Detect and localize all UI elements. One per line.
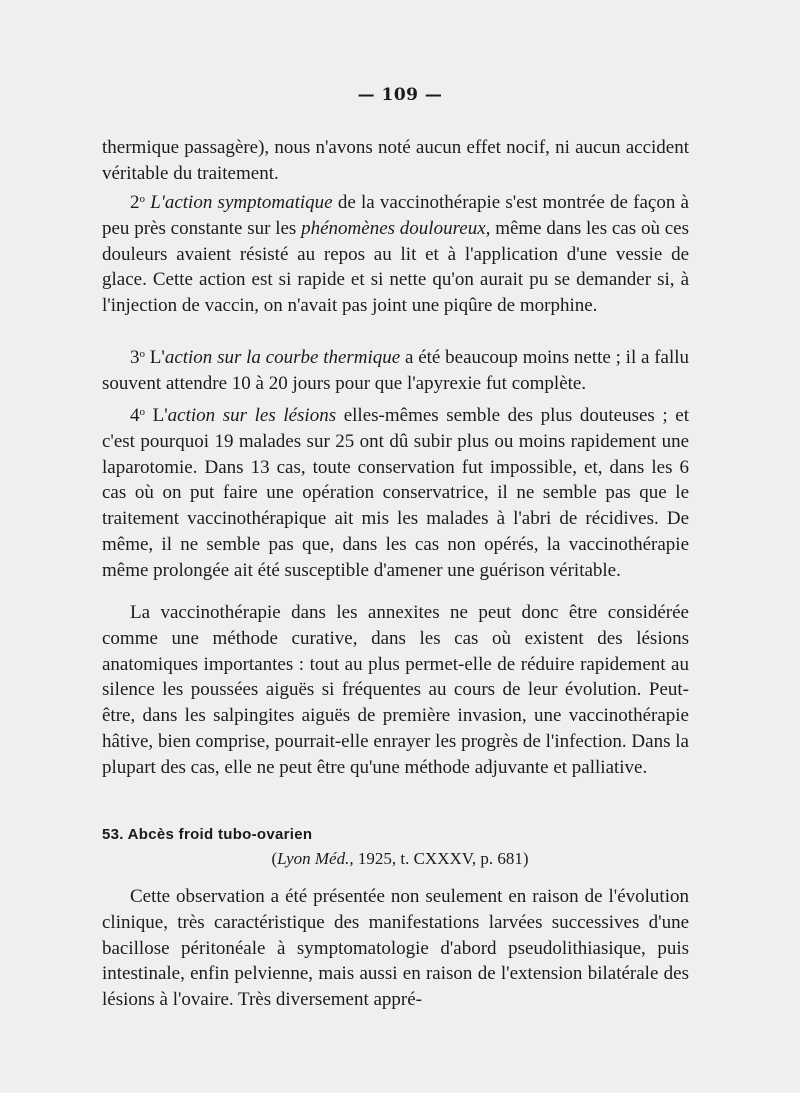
citation-journal: Lyon Méd., xyxy=(277,849,354,868)
paragraph-observation xyxy=(102,884,689,1013)
paragraph-text xyxy=(102,342,689,397)
emphasis: action sur la courbe thermique xyxy=(164,347,401,368)
paragraph-thermal-action xyxy=(102,342,689,397)
degree-mark: o xyxy=(139,193,145,205)
paragraph-conclusion xyxy=(102,600,689,781)
citation-open: ( xyxy=(271,849,278,868)
item-number: 4 xyxy=(130,405,140,426)
citation-details: 1925, t. CXXXV, p. 681) xyxy=(353,849,529,868)
paragraph-symptomatic-action xyxy=(102,187,689,319)
section-heading: 53. Abcès froid tubo-ovarien xyxy=(102,826,313,843)
paragraph-text xyxy=(102,400,689,584)
text-run: L' xyxy=(145,405,168,426)
emphasis: L'action symptomatique xyxy=(150,192,333,213)
text-run: a été beaucoup moins nette ; il a fallu souvent attendre 10 à 20 jours pour que l'apyrexie fut complète. xyxy=(102,347,690,394)
text-run: elles-mêmes semble des plus douteuses ; et c'est pourquoi 19 malades sur 25 ont dû subir plus ou moins rapidement une laparotomie. Dans 13 cas, toute conservation fut impossible, et, dans les 6 cas où on put faire une opération conservatrice, il ne semble pas que le traitement vaccinothérapique ait mis les malades à l'abri de récidives. De même, il ne semble pas que, dans les cas non opérés, la vaccinothérapie même prolongée ait été susceptible d'amener une guérison véritable. xyxy=(102,405,690,581)
text-run: même dans les cas où ces douleurs avaient résisté au repos au lit et à l'application d'une vessie de glace. Cette action est si rapide et si nette qu'on aurait pu se demander si, à l'injection de vaccin, on n'avait pas joint une piqûre de morphine. xyxy=(102,217,690,317)
paragraph-text: Cette observation a été présentée non seulement en raison de l'évolution clinique, très caractéristique des manifestations larvées successives d'une bacillose péritonéale à symptomatologie d'abord pseudolithiasique, puis intestinale, enfin pelvienne, mais aussi en raison de l'extension bilatérale des lésions à l'ovaire. Très diversement appré- xyxy=(102,886,689,1011)
section-citation xyxy=(0,849,800,869)
paragraph-text: La vaccinothérapie dans les annexites ne peut donc être considérée comme une méthode curative, dans les cas où existent des lésions anatomiques importantes : tout au plus permet-elle de réduire rapidement au silence les poussées aiguës si fréquentes au cours de leur évolution. Peut-être, dans les salpingites aiguës de première invasion, une vaccinothérapie hâtive, bien comprise, pourrait-elle enrayer les progrès de l'infection. Dans la plupart des cas, elle ne peut être qu'une méthode adjuvante et palliative. xyxy=(102,602,689,778)
emphasis: phénomènes douloureux, xyxy=(301,217,491,239)
text-run: L' xyxy=(145,347,165,368)
emphasis: action sur les lésions xyxy=(167,405,337,426)
paragraph-text xyxy=(102,187,689,319)
paragraph-continuation xyxy=(102,135,689,187)
page-number: — 109 — xyxy=(357,85,443,105)
item-number: 3 xyxy=(130,347,140,368)
paragraph-lesion-action xyxy=(102,400,689,584)
item-number: 2 xyxy=(130,192,140,213)
degree-mark: o xyxy=(139,348,145,360)
degree-mark: o xyxy=(139,406,145,418)
text-run: de la vaccinothérapie s'est montrée de façon à peu près constante sur les xyxy=(102,192,689,239)
paragraph-text: thermique passagère), nous n'avons noté aucun effet nocif, ni aucun accident véritable du traitement. xyxy=(102,137,689,184)
